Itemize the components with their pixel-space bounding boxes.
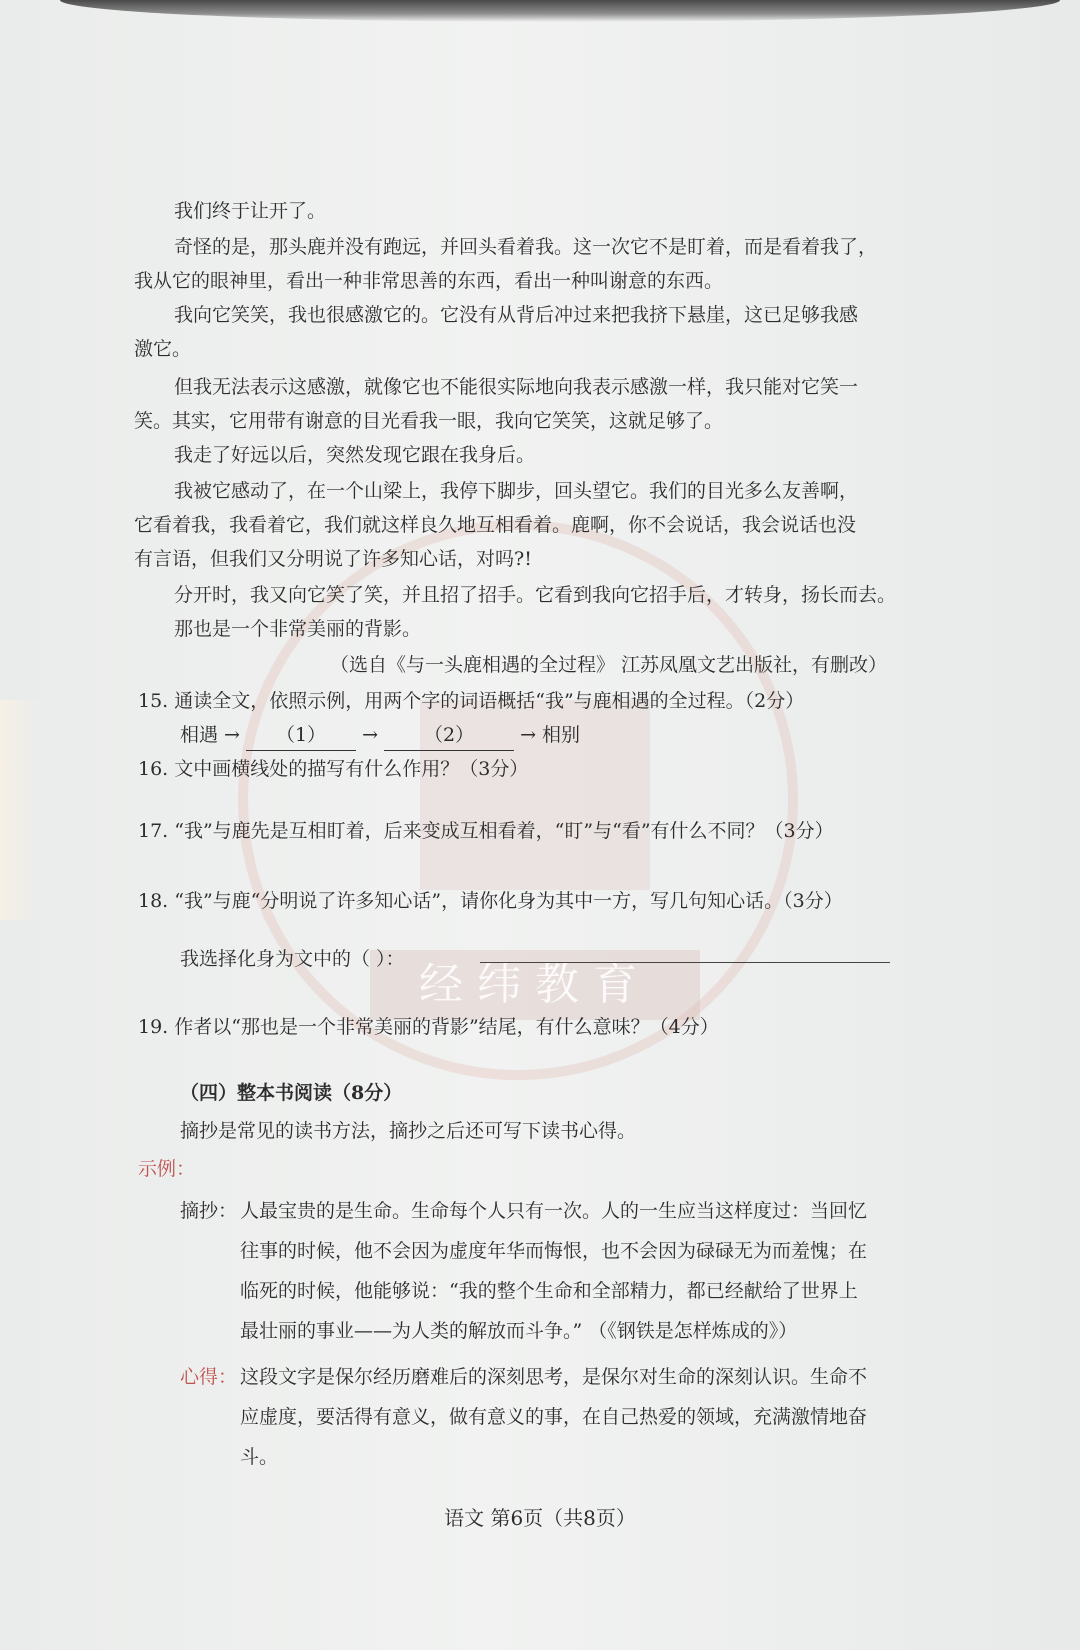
insight-label: 心得： (180, 1366, 238, 1388)
passage-line: 笑。其实，它用带有谢意的目光看我一眼，我向它笑笑，这就足够了。 (134, 410, 724, 432)
passage-line: 我向它笑笑，我也很感激它的。它没有从背后冲过来把我挤下悬崖，这已足够我感 (174, 304, 859, 326)
question-19: 19. 作者以“那也是一个非常美丽的背影”结尾，有什么意味？（4分） (138, 1016, 719, 1038)
answer-line-18[interactable] (480, 962, 890, 963)
passage-line: 它看着我，我看着它，我们就这样良久地互相看着。鹿啊，你不会说话，我会说话也没 (134, 514, 857, 536)
insight-line: 应虚度，要活得有意义，做有意义的事，在自己热爱的领域，充满激情地奋 (240, 1406, 868, 1428)
answer-blank-1[interactable]: （1） (246, 720, 356, 751)
passage-line: 我被它感动了，在一个山梁上，我停下脚步，回头望它。我们的目光多么友善啊， (174, 480, 859, 502)
passage-line: 但我无法表示这感激，就像它也不能很实际地向我表示感激一样，我只能对它笑一 (174, 376, 859, 398)
excerpt-line: 人最宝贵的是生命。生命每个人只有一次。人的一生应当这样度过：当回忆 (240, 1200, 868, 1222)
question-15: 15. 通读全文，依照示例，用两个字的词语概括“我”与鹿相遇的全过程。（2分） (138, 690, 805, 712)
passage-line: 我从它的眼神里，看出一种非常思善的东西，看出一种叫谢意的东西。 (134, 270, 724, 292)
question-16: 16. 文中画横线处的描写有什么作用？（3分） (138, 758, 529, 780)
example-label: 示例： (138, 1158, 196, 1180)
passage-source: （选自《与一头鹿相遇的全过程》 江苏凤凰文艺出版社，有删改） (330, 654, 888, 676)
flow-end: → 相别 (520, 724, 581, 746)
insight-line: 斗。 (240, 1446, 279, 1468)
passage-line: 奇怪的是，那头鹿并没有跑远，并回头看着我。这一次它不是盯着，而是看着我了， (174, 236, 878, 258)
passage-line: 我们终于让开了。 (174, 200, 327, 222)
excerpt-label: 摘抄： (180, 1200, 238, 1222)
flow-start: 相遇 → (180, 724, 240, 746)
passage-line: 分开时，我又向它笑了笑，并且招了招手。它看到我向它招手后，才转身，扬长而去。 (174, 584, 897, 606)
insight-line: 这段文字是保尔经历磨难后的深刻思考，是保尔对生命的深刻认识。生命不 (240, 1366, 868, 1388)
excerpt-line: 往事的时候，他不会因为虚度年华而悔恨，也不会因为碌碌无为而羞愧；在 (240, 1240, 868, 1262)
photo-top-edge (60, 0, 1060, 22)
question-18: 18. “我”与鹿“分明说了许多知心话”，请你化身为其中一方，写几句知心话。（3分） (138, 890, 843, 912)
passage-line: 那也是一个非常美丽的背影。 (174, 618, 422, 640)
answer-blank-2[interactable]: （2） (384, 720, 514, 751)
question-17: 17. “我”与鹿先是互相盯着，后来变成互相看着，“盯”与“看”有什么不同？（3分） (138, 820, 834, 842)
passage-line: 我走了好远以后，突然发现它跟在我身后。 (174, 444, 536, 466)
passage-line: 有言语，但我们又分明说了许多知心话，对吗?! (134, 548, 532, 570)
page-footer: 语文 第6页（共8页） (444, 1506, 636, 1530)
excerpt-line: 临死的时候，他能够说：“我的整个生命和全部精力，都已经献给了世界上 (240, 1280, 858, 1302)
question-15-flow (180, 720, 580, 751)
section-4-intro: 摘抄是常见的读书方法，摘抄之后还可写下读书心得。 (180, 1120, 637, 1142)
excerpt-line: 最壮丽的事业——为人类的解放而斗争。” （《钢铁是怎样炼成的》） (240, 1320, 798, 1342)
passage-line: 激它。 (134, 338, 192, 360)
watermark-text: 经纬教育 (370, 950, 700, 1020)
flow-arrow: → (362, 724, 378, 746)
question-18-prompt: 我选择化身为文中的（ ）： (180, 948, 405, 970)
paper-fold-shadow (0, 700, 40, 920)
section-4-heading: （四）整本书阅读（8分） (180, 1082, 403, 1104)
